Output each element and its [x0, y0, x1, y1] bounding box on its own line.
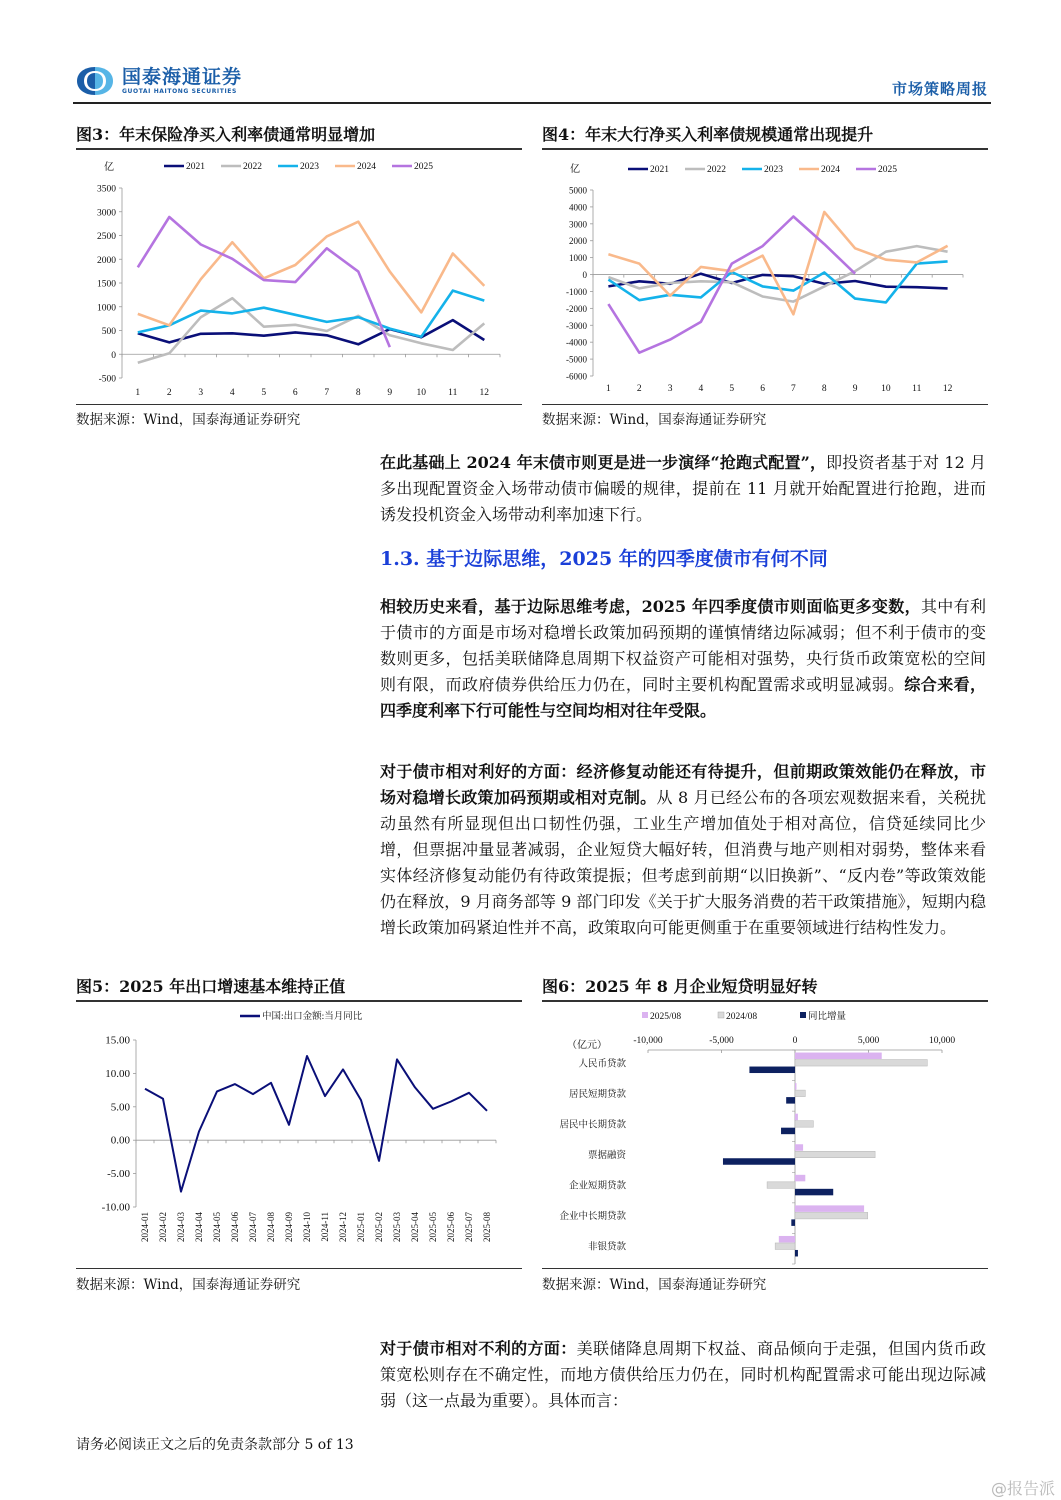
x-tick-label: 3	[667, 384, 673, 394]
paragraph-2-text: 其中有利于债市的方面是市场对稳增长政策加码预期的谨慎情绪边际减弱；但不利于债市的变数则更多，包括美联储降息周期下权益资产可能相对强势，央行货币政策宽松的空间则有限，而政府债券供给压力仍在，同时主要机构配置需求或明显减弱。	[380, 597, 986, 694]
line-chart-svg	[76, 152, 522, 402]
y-tick-label: 1000	[569, 253, 587, 264]
x-tick-label: 7	[324, 388, 330, 398]
x-tick-label: 2024-01	[140, 1212, 150, 1242]
x-tick-label: 11	[448, 388, 458, 398]
figure-5-title: 图5：2025 年出口增速基本维持正值	[76, 977, 346, 996]
y-tick-label: 0	[582, 270, 587, 281]
category-label: 居民中长期贷款	[559, 1120, 626, 1131]
bar-2025/08	[795, 1083, 796, 1090]
x-tick-label: 8	[821, 384, 827, 394]
bar-同比增量	[749, 1067, 795, 1074]
y-tick-label: -2000	[566, 303, 587, 314]
bar-2024/08	[775, 1243, 795, 1250]
y-tick-label: 1500	[97, 279, 116, 290]
x-tick-label: 2024-02	[158, 1212, 168, 1242]
header-divider	[73, 102, 991, 104]
series-line-中国:出口金额:当月同比	[145, 1056, 487, 1192]
x-tick-label: 3	[198, 388, 204, 398]
figure-3-bottom-rule	[76, 404, 522, 405]
legend-item	[392, 162, 433, 172]
x-tick-label: 2024-06	[230, 1212, 240, 1242]
legend-item	[742, 165, 783, 175]
legend-item	[628, 165, 669, 175]
y-tick-label: -4000	[566, 337, 587, 348]
y-tick-label: 2500	[97, 232, 116, 242]
y-tick-label: -5000	[566, 354, 587, 365]
legend-label: 2023	[300, 162, 319, 172]
logo-chinese-name: 国泰海通证券	[122, 65, 243, 88]
paragraph-3-text: 从 8 月已经公布的各项宏观数据来看，关税扰动虽然有所显现但出口韧性仍强，工业生产增加值处于相对高位，信贷延续同比少增，但票据冲量显著减弱，企业短贷大幅好转，但消费与地产则相对弱势，整体来看实体经济修复动能仍有待政策提振；但考虑到前期“以旧换新”、“反内卷”等政策效能仍在释放，9 月商务部等 9 部门印发《关于扩大服务消费的若干政策措施》，短期内稳增长政策加码紧迫性并不高，政策取向可能更侧重于在重要领域进行结构性发力。	[380, 788, 986, 937]
x-tick-label: 2024-12	[338, 1212, 348, 1242]
y-tick-label: 3000	[569, 219, 587, 230]
legend-label: 2025	[878, 165, 897, 175]
figure-6-bottom-rule	[542, 1268, 988, 1269]
y-tick-label: 2000	[569, 236, 587, 247]
y-tick-label: 1000	[97, 303, 116, 314]
legend-item	[221, 162, 262, 172]
x-tick-label: 2025-07	[464, 1212, 474, 1242]
x-tick-label: 8	[355, 388, 361, 398]
section-heading: 1.3. 基于边际思维，2025 年的四季度债市有何不同	[380, 548, 828, 570]
figure-3-title: 图3：年末保险净买入利率债通常明显增加	[76, 125, 376, 144]
figure-3-source: 数据来源：Wind，国泰海通证券研究	[76, 412, 301, 428]
bar-2024/08	[767, 1182, 795, 1189]
figure-5-source: 数据来源：Wind，国泰海通证券研究	[76, 1277, 301, 1293]
x-tick-label: 12	[942, 384, 953, 394]
report-type: 市场策略周报	[891, 80, 988, 98]
page-header	[76, 66, 988, 102]
bar-同比增量	[781, 1128, 795, 1135]
bar-chart-svg	[542, 1004, 988, 1266]
legend-item	[278, 162, 319, 172]
x-tick-label: 2025-03	[392, 1212, 402, 1242]
y-tick-label: 10.00	[105, 1067, 130, 1080]
x-tick-label: 2024-11	[320, 1212, 330, 1242]
paragraph-2	[380, 594, 986, 724]
y-tick-label: 15.00	[105, 1034, 130, 1047]
legend-item	[799, 165, 840, 175]
watermark: @报告派	[990, 1479, 1055, 1498]
x-tick-label: 4	[698, 384, 704, 394]
y-tick-label: -500	[98, 374, 116, 385]
y-axis-unit-label: 亿	[104, 162, 114, 173]
y-tick-label: 0	[111, 350, 116, 361]
y-axis-unit-label: 亿	[570, 164, 580, 175]
legend-label: 2025/08	[650, 1012, 682, 1022]
legend-swatch	[800, 1012, 806, 1018]
bar-同比增量	[795, 1250, 798, 1257]
figure-6-chart	[542, 1004, 988, 1266]
bar-2024/08	[795, 1151, 875, 1158]
legend-label: 2022	[707, 165, 726, 175]
bar-2024/08	[795, 1212, 868, 1219]
paragraph-4-emphasis: 对于债市相对不利的方面：	[380, 1339, 577, 1358]
bar-2025/08	[795, 1144, 803, 1151]
legend-swatch	[642, 1012, 648, 1018]
y-tick-label: -1000	[566, 286, 587, 297]
figure-3-chart	[76, 152, 522, 402]
bar-2025/08	[795, 1175, 805, 1182]
x-tick-label: 2024-09	[284, 1212, 294, 1242]
series-line-2021	[138, 320, 485, 344]
legend-label: 2022	[243, 162, 262, 172]
paragraph-1-text: 即投资者基于对 12 月多出现配置资金入场带动债市偏暖的规律，提前在 11 月就开始配置进行抢跑，进而诱发投机资金入场带动利率加速下行。	[380, 453, 986, 524]
y-tick-label: 4000	[569, 202, 587, 213]
bar-同比增量	[723, 1158, 795, 1165]
series-line-2025	[608, 217, 855, 353]
figure-6-source: 数据来源：Wind，国泰海通证券研究	[542, 1277, 767, 1293]
x-tick-label: 12	[479, 388, 489, 398]
line-chart-svg	[542, 152, 988, 402]
figure-5-chart	[76, 1004, 522, 1264]
x-tick-label: 2025-06	[446, 1212, 456, 1242]
x-tick-label: 2025-08	[482, 1212, 492, 1242]
legend-label: 2021	[650, 165, 669, 175]
figure-4-bottom-rule	[542, 404, 988, 405]
y-tick-label: -6000	[566, 371, 587, 382]
paragraph-3	[380, 759, 986, 941]
paragraph-2-emphasis-1: 相较历史来看，基于边际思维考虑，2025 年四季度债市则面临更多变数，	[380, 597, 921, 616]
bar-2024/08	[795, 1121, 813, 1128]
legend-label: 中国:出口金额:当月同比	[262, 1012, 363, 1022]
bar-2025/08	[795, 1114, 798, 1121]
x-tick-label: 2025-05	[428, 1212, 438, 1242]
figure-3-title-rule	[76, 148, 522, 150]
x-tick-label: 11	[912, 384, 922, 394]
legend-item	[800, 1010, 847, 1022]
y-tick-label: 3500	[97, 184, 116, 195]
y-tick-label: 0.00	[110, 1134, 130, 1147]
legend-item	[642, 1012, 681, 1022]
y-tick-label: -10.00	[101, 1201, 130, 1214]
y-tick-label: 2000	[97, 255, 116, 266]
legend-item	[335, 162, 376, 172]
legend-label: 2024	[357, 162, 376, 172]
paragraph-2-emphasis-2: 综合来看，四季度利率下行可能性与空间均相对往年受限。	[380, 675, 986, 720]
category-label: 居民短期贷款	[568, 1089, 626, 1100]
figure-6-title-rule	[542, 1000, 988, 1002]
legend-label: 同比增量	[808, 1012, 847, 1022]
y-tick-label: -5.00	[107, 1168, 130, 1181]
legend-item	[164, 162, 205, 172]
figure-4-source: 数据来源：Wind，国泰海通证券研究	[542, 412, 767, 428]
x-tick-label: 1	[135, 388, 141, 398]
x-tick-label: 6	[760, 384, 765, 394]
bar-2024/08	[795, 1090, 805, 1097]
footer-disclaimer: 请务必阅读正文之后的免责条款部分 5 of 13	[76, 1437, 354, 1453]
paragraph-1-emphasis: 在此基础上 2024 年末债市则更是进一步演绎“抢跑式配置”，	[380, 453, 827, 472]
x-tick-label: 2025-01	[356, 1212, 366, 1242]
category-label: 人民币贷款	[578, 1059, 626, 1070]
bar-同比增量	[791, 1219, 795, 1226]
line-chart-svg	[76, 1004, 522, 1264]
legend-item	[685, 165, 726, 175]
x-tick-label: 2025-04	[410, 1212, 420, 1242]
x-tick-label: 9	[387, 388, 393, 398]
x-tick-label: 4	[229, 388, 235, 398]
category-label: 票据融资	[587, 1151, 626, 1161]
x-tick-label: 2025-02	[374, 1212, 384, 1242]
legend-label: 2023	[764, 165, 783, 175]
legend-item	[718, 1012, 757, 1022]
x-tick-label: 5	[261, 388, 267, 398]
figure-5-bottom-rule	[76, 1268, 522, 1269]
y-tick-label: 500	[101, 327, 116, 337]
x-tick-label: 2024-10	[302, 1212, 312, 1242]
y-tick-label: 5000	[569, 185, 587, 196]
x-tick-label: 2	[166, 388, 172, 398]
x-tick-label: 2024-03	[176, 1212, 186, 1242]
y-tick-label: 3000	[97, 208, 116, 219]
bar-2025/08	[795, 1205, 864, 1212]
legend-label: 2024	[821, 165, 840, 175]
bar-2025/08	[779, 1236, 795, 1243]
x-tick-label: 9	[852, 384, 858, 394]
logo-icon	[76, 66, 114, 96]
legend-swatch	[718, 1012, 724, 1018]
bar-同比增量	[786, 1097, 795, 1104]
figure-4-chart	[542, 152, 988, 402]
series-line-2022	[608, 246, 947, 302]
paragraph-4	[380, 1336, 986, 1414]
y-tick-label: 5.00	[110, 1101, 130, 1114]
x-tick-label: 10,000	[928, 1036, 956, 1046]
category-label: 非银贷款	[587, 1242, 626, 1253]
category-label: 企业短期贷款	[568, 1181, 626, 1192]
x-tick-label: 1	[606, 384, 611, 394]
x-axis-unit-label: （亿元）	[567, 1040, 607, 1051]
figure-5-title-rule	[76, 1000, 522, 1002]
logo-english-name: GUOTAI HAITONG SECURITIES	[122, 87, 237, 95]
bar-同比增量	[795, 1189, 833, 1196]
category-label: 企业中长期贷款	[559, 1212, 626, 1223]
x-tick-label: 2024-05	[212, 1212, 222, 1242]
x-tick-label: -5,000	[709, 1036, 734, 1046]
x-tick-label: 10	[881, 384, 891, 394]
x-tick-label: 7	[791, 384, 796, 394]
company-logo	[76, 66, 242, 96]
legend-label: 2025	[414, 162, 433, 172]
legend-item	[856, 165, 897, 175]
bar-2025/08	[795, 1053, 882, 1060]
x-tick-label: 5,000	[857, 1036, 880, 1046]
bar-2024/08	[795, 1060, 927, 1067]
figure-4-title: 图4：年末大行净买入利率债规模通常出现提升	[542, 125, 874, 144]
x-tick-label: 6	[292, 388, 298, 398]
figure-6-title: 图6：2025 年 8 月企业短贷明显好转	[542, 977, 818, 996]
paragraph-3-emphasis: 对于债市相对利好的方面：经济修复动能还有待提升，但前期政策效能仍在释放，市场对稳增长政策加码预期或相对克制。	[380, 762, 986, 807]
x-tick-label: 10	[416, 388, 426, 398]
x-tick-label: 2024-08	[266, 1212, 276, 1242]
series-line-2024	[138, 222, 485, 326]
paragraph-1	[380, 450, 986, 528]
legend-label: 2021	[186, 162, 205, 172]
x-tick-label: 2024-04	[194, 1212, 204, 1242]
legend-item	[240, 1010, 363, 1022]
x-tick-label: 0	[792, 1036, 798, 1046]
y-tick-label: -3000	[566, 320, 587, 331]
x-tick-label: 5	[729, 384, 735, 394]
figure-4-title-rule	[542, 148, 988, 150]
x-tick-label: 2	[636, 384, 642, 394]
x-tick-label: -10,000	[633, 1036, 663, 1046]
x-tick-label: 2024-07	[248, 1212, 258, 1242]
paragraph-4-text: 美联储降息周期下权益、商品倾向于走强，但国内货币政策宽松则存在不确定性，而地方债供给压力仍在，同时机构配置需求可能出现边际减弱（这一点最为重要）。具体而言：	[380, 1339, 986, 1410]
legend-label: 2024/08	[726, 1012, 758, 1022]
